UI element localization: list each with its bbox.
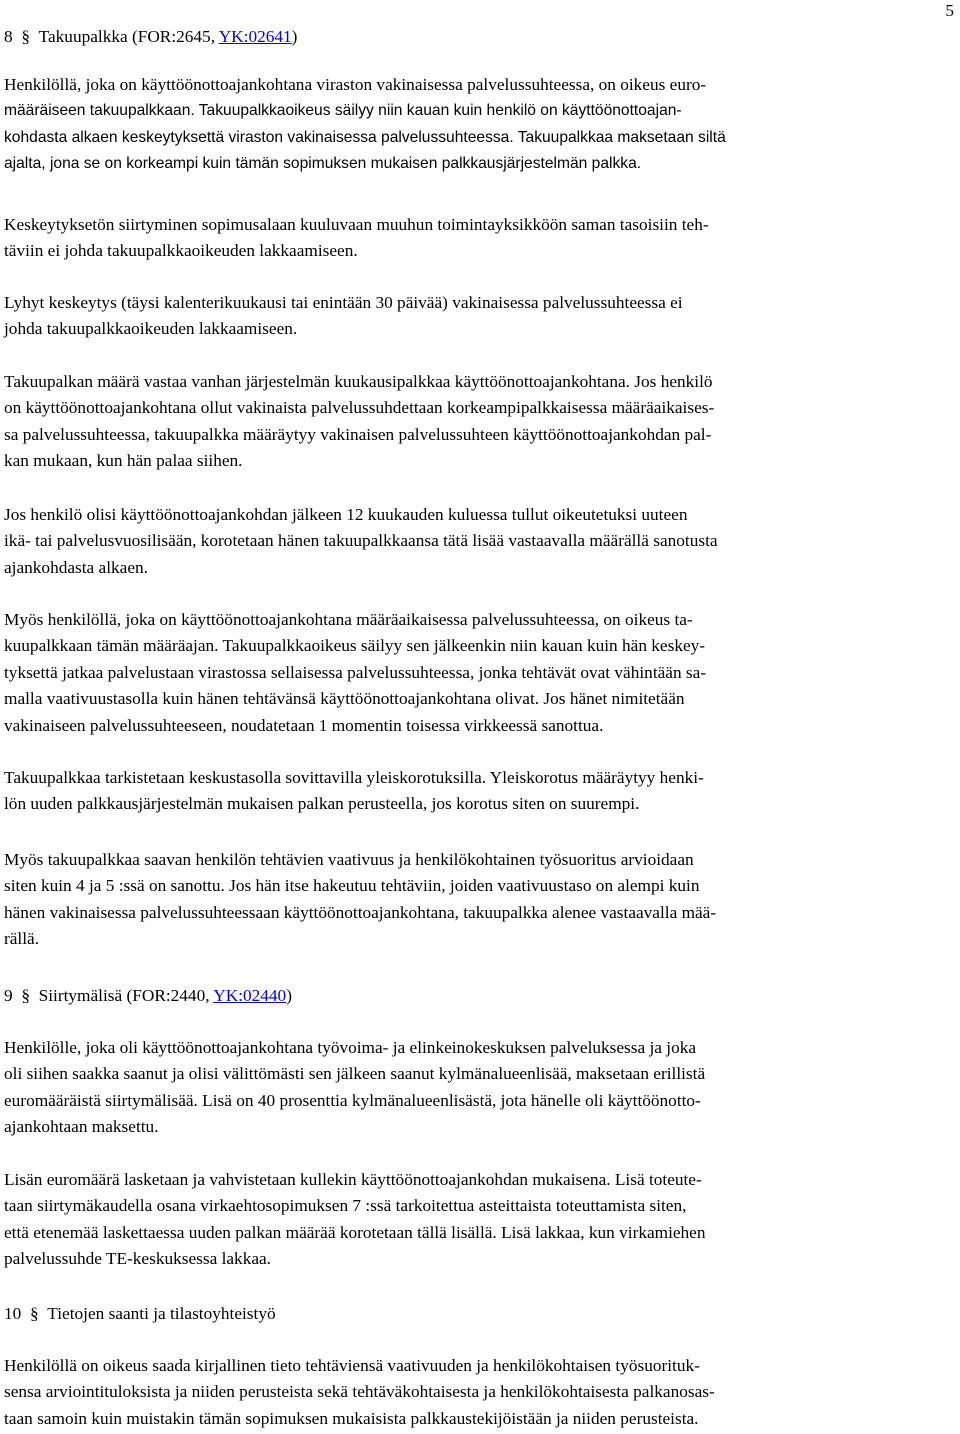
text-line: euromääräistä siirtymälisää. Lisä on 40 prosenttia kylmänalueenlisästä, jota hänelle oli käyttöönotto- bbox=[4, 1090, 701, 1110]
section-title: Tietojen saanti ja tilastoyhteistyö bbox=[47, 1304, 276, 1323]
text-line: kan mukaan, kun hän palaa siihen. bbox=[4, 451, 243, 471]
text-line: määräiseen takuupalkkaan. Takuupalkkaoikeus säilyy niin kauan kuin henkilö on käyttöönottoajan- bbox=[4, 102, 682, 120]
text-line: ajalta, jona se on korkeampi kuin tämän sopimuksen mukaisen palkkausjärjestelmän palkka. bbox=[4, 155, 642, 173]
paragraph bbox=[4, 369, 954, 475]
section-heading-10 bbox=[4, 1301, 276, 1327]
text-line: Henkilöllä, joka on käyttöönottoajankohtana viraston vakinaisessa palvelussuhteessa, on oikeus euro- bbox=[4, 75, 707, 94]
text-line: täviin ei johda takuupalkkaoikeuden lakkaamiseen. bbox=[4, 241, 358, 261]
paragraph bbox=[4, 847, 954, 953]
section-reference-link[interactable]: YK:02440 bbox=[213, 986, 287, 1005]
text-line: kuupalkkaan tämän määräajan. Takuupalkkaoikeus säilyy sen jälkeenkin niin kauan kuin hän keskey- bbox=[4, 636, 706, 656]
paragraph bbox=[4, 765, 954, 818]
paragraph bbox=[4, 72, 954, 178]
section-symbol: § bbox=[21, 27, 30, 46]
section-symbol: § bbox=[29, 1304, 39, 1323]
text-line: siten kuin 4 ja 5 :ssä on sanottu. Jos hän itse hakeutuu tehtäviin, joiden vaativuustaso on alempi kuin bbox=[4, 876, 700, 896]
paragraph bbox=[4, 607, 954, 739]
text-line: Myös henkilöllä, joka on käyttöönottoajankohtana määräaikaisessa palvelussuhteessa, on oikeus ta- bbox=[4, 610, 693, 629]
text-line: lön uuden palkkausjärjestelmän mukaisen palkan perusteella, jos korotus siten on suurempi. bbox=[4, 794, 640, 814]
text-line: taan siirtymäkaudella osana virkaehtosopimuksen 7 :ssä tarkoitettua asteittaista toteuttamista siten, bbox=[4, 1196, 687, 1216]
text-line: Takuupalkkaa tarkistetaan keskustasolla sovittavilla yleiskorotuksilla. Yleiskorotus määräytyy henki- bbox=[4, 768, 704, 787]
text-line: Myös takuupalkkaa saavan henkilön tehtävien vaativuus ja henkilökohtainen työsuoritus arvioidaan bbox=[4, 850, 694, 869]
text-line: sa palvelussuhteessa, takuupalkka määräytyy vakinaisen palvelussuhteen käyttöönottoajankohdan pal- bbox=[4, 424, 712, 444]
text-line: Lisän euromäärä lasketaan ja vahvistetaan kullekin käyttöönottoajankohdan mukaisena. Lisä toteute- bbox=[4, 1170, 702, 1189]
section-title-end: ) bbox=[286, 986, 292, 1005]
text-line: Takuupalkan määrä vastaa vanhan järjestelmän kuukausipalkkaa käyttöönottoajankohtana. Jos henkilö bbox=[4, 372, 713, 391]
text-line: Jos henkilö olisi käyttöönottoajankohdan jälkeen 12 kuukauden kuluessa tullut oikeutetuksi uuteen bbox=[4, 505, 688, 524]
page-number: 5 bbox=[945, 1, 954, 20]
text-line: johda takuupalkkaoikeuden lakkaamiseen. bbox=[4, 319, 298, 339]
text-line: tyksettä jatkaa palvelustaan virastossa sellaisessa palvelussuhteessa, jonka tehtävät ovat vähintään sa- bbox=[4, 662, 707, 682]
text-line: malla vaativuustasolla kuin hänen tehtävänsä käyttöönottoajankohtana olivat. Jos hänet nimitetään bbox=[4, 689, 685, 709]
document-page bbox=[4, 0, 954, 1434]
text-line: taan samoin kuin muistakin tämän sopimuksen mukaisista palkkaustekijöistään ja niiden perusteista. bbox=[4, 1408, 699, 1428]
section-symbol: § bbox=[21, 986, 30, 1005]
text-line: että etenemää laskettaessa uuden palkan määrää korotetaan tällä lisällä. Lisä lakkaa, kun virkamiehen bbox=[4, 1222, 706, 1242]
text-line: kohdasta alkaen keskeytyksettä viraston vakinaisessa palvelussuhteessa. Takuupalkkaa maksetaan siltä bbox=[4, 128, 726, 146]
text-line: palvelussuhde TE-keskuksessa lakkaa. bbox=[4, 1249, 271, 1269]
section-heading-8 bbox=[4, 24, 297, 50]
text-line: Henkilölle, joka oli käyttöönottoajankohtana työvoima- ja elinkeinokeskuksen palveluksessa ja joka bbox=[4, 1038, 697, 1057]
paragraph bbox=[4, 1353, 954, 1432]
section-number: 8 bbox=[4, 27, 13, 46]
section-reference-link[interactable]: YK:02641 bbox=[218, 27, 292, 46]
section-title-end: ) bbox=[291, 27, 298, 46]
paragraph bbox=[4, 1035, 954, 1141]
section-heading-9 bbox=[4, 983, 292, 1009]
paragraph bbox=[4, 502, 954, 581]
text-line: ajankohtaan maksettu. bbox=[4, 1117, 159, 1137]
section-number: 9 bbox=[4, 986, 13, 1005]
text-line: vakinaiseen palvelussuhteeseen, noudatetaan 1 momentin toisessa virkkeessä sanottua. bbox=[4, 715, 604, 735]
text-line: Henkilöllä on oikeus saada kirjallinen tieto tehtäviensä vaativuuden ja henkilökohtaisen työsuorituk- bbox=[4, 1356, 700, 1375]
text-line: Keskeytyksetön siirtyminen sopimusalaan kuuluvaan muuhun toimintayksikköön saman tasoisiin teh- bbox=[4, 215, 709, 234]
text-line: on käyttöönottoajankohtana ollut vakinaista palvelussuhdettaan korkeampipalkkaisessa määräaikaises- bbox=[4, 398, 715, 418]
paragraph bbox=[4, 290, 954, 343]
text-line: rällä. bbox=[4, 929, 40, 949]
section-number: 10 bbox=[4, 1304, 22, 1323]
text-line: sensa arviointituloksista ja niiden perusteista sekä tehtäväkohtaisesta ja henkilökohtaisesta palkanosas- bbox=[4, 1382, 715, 1402]
section-title: Siirtymälisä (FOR:2440, bbox=[38, 986, 214, 1005]
text-line: Lyhyt keskeytys (täysi kalenterikuukausi tai enintään 30 päivää) vakinaisessa palvelussuhteessa ei bbox=[4, 293, 683, 312]
section-title: Takuupalkka (FOR:2645, bbox=[38, 27, 219, 46]
paragraph bbox=[4, 1167, 954, 1273]
text-line: hänen vakinaisessa palvelussuhteessaan käyttöönottoajankohtana, takuupalkka alenee vastaavalla mää- bbox=[4, 902, 717, 922]
text-line: oli siihen saakka saanut ja olisi välittömästi sen jälkeen saanut kylmänalueenlisää, maksetaan erillistä bbox=[4, 1064, 706, 1084]
text-line: ajankohdasta alkaen. bbox=[4, 557, 148, 577]
text-line: ikä- tai palvelusvuosilisään, korotetaan hänen takuupalkkaansa tätä lisää vastaavalla määrällä sanotusta bbox=[4, 531, 718, 551]
paragraph bbox=[4, 212, 954, 265]
